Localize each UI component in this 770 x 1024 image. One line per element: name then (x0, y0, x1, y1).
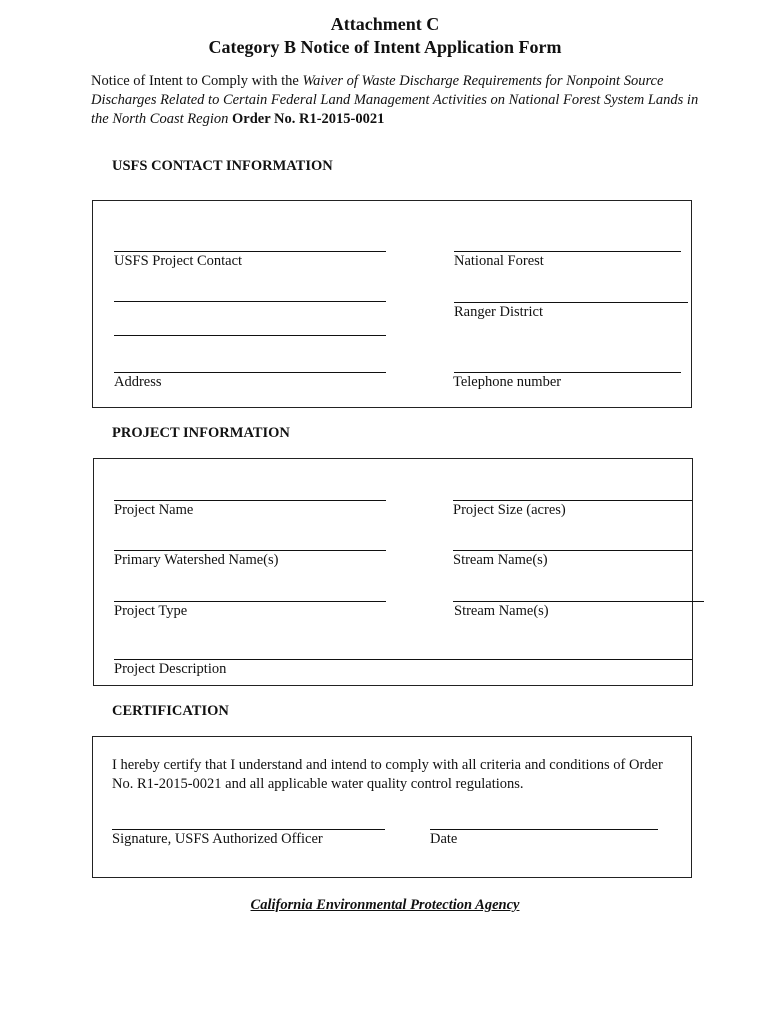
intro-waiver-title: Waiver of Waste Discharge Requirements for Nonpoint Source Discharges Related to Certain Federal Land Management Activities on National Forest System Lands in the North Coast Region (91, 73, 699, 127)
usfs-project-contact-label: USFS Project Contact (114, 253, 243, 269)
certification-statement: I hereby certify that I understand and intend to comply with all criteria and conditions of Order No. R1-2015-0021 and all applicable water quality control regulations. (112, 757, 663, 792)
document-subtitle: Category B Notice of Intent Application Form (208, 37, 562, 57)
signature-field[interactable] (112, 829, 385, 830)
project-name-label: Project Name (114, 502, 194, 518)
address-label: Address (114, 374, 162, 390)
usfs-contact-heading: USFS CONTACT INFORMATION (112, 158, 333, 174)
project-size-field[interactable] (453, 500, 692, 501)
project-description-field[interactable] (114, 659, 692, 660)
project-type-label: Project Type (114, 603, 188, 619)
intro-lead: Notice of Intent to Comply with the (91, 73, 303, 89)
usfs-project-contact-field[interactable] (114, 251, 386, 252)
address-line-1-field[interactable] (114, 301, 386, 302)
ranger-district-field[interactable] (454, 302, 688, 303)
address-line-3-field[interactable] (114, 372, 386, 373)
project-size-label: Project Size (acres) (453, 502, 566, 518)
project-info-heading: PROJECT INFORMATION (112, 425, 290, 441)
stream-name-field-2[interactable] (453, 601, 704, 602)
date-field[interactable] (430, 829, 658, 830)
stream-name-field-1[interactable] (453, 550, 692, 551)
national-forest-label: National Forest (454, 253, 544, 269)
project-type-field[interactable] (114, 601, 386, 602)
agency-name: California Environmental Protection Agency (250, 897, 520, 913)
usfs-contact-box (92, 200, 692, 408)
project-description-label: Project Description (114, 661, 227, 677)
telephone-label: Telephone number (453, 374, 562, 390)
signature-label: Signature, USFS Authorized Officer (112, 831, 323, 847)
intro-paragraph (91, 72, 701, 129)
primary-watershed-field[interactable] (114, 550, 386, 551)
primary-watershed-label: Primary Watershed Name(s) (114, 552, 279, 568)
date-label: Date (430, 831, 458, 847)
certification-heading: CERTIFICATION (112, 703, 229, 719)
stream-name-label-2: Stream Name(s) (454, 603, 549, 619)
telephone-field[interactable] (454, 372, 681, 373)
project-name-field[interactable] (114, 500, 386, 501)
stream-name-label-1: Stream Name(s) (453, 552, 548, 568)
ranger-district-label: Ranger District (454, 304, 543, 320)
project-info-box (93, 458, 693, 686)
agency-footer (0, 897, 770, 914)
national-forest-field[interactable] (454, 251, 681, 252)
intro-order-number: Order No. R1-2015-0021 (228, 111, 385, 127)
address-line-2-field[interactable] (114, 335, 386, 336)
document-title: Attachment C (330, 14, 440, 34)
